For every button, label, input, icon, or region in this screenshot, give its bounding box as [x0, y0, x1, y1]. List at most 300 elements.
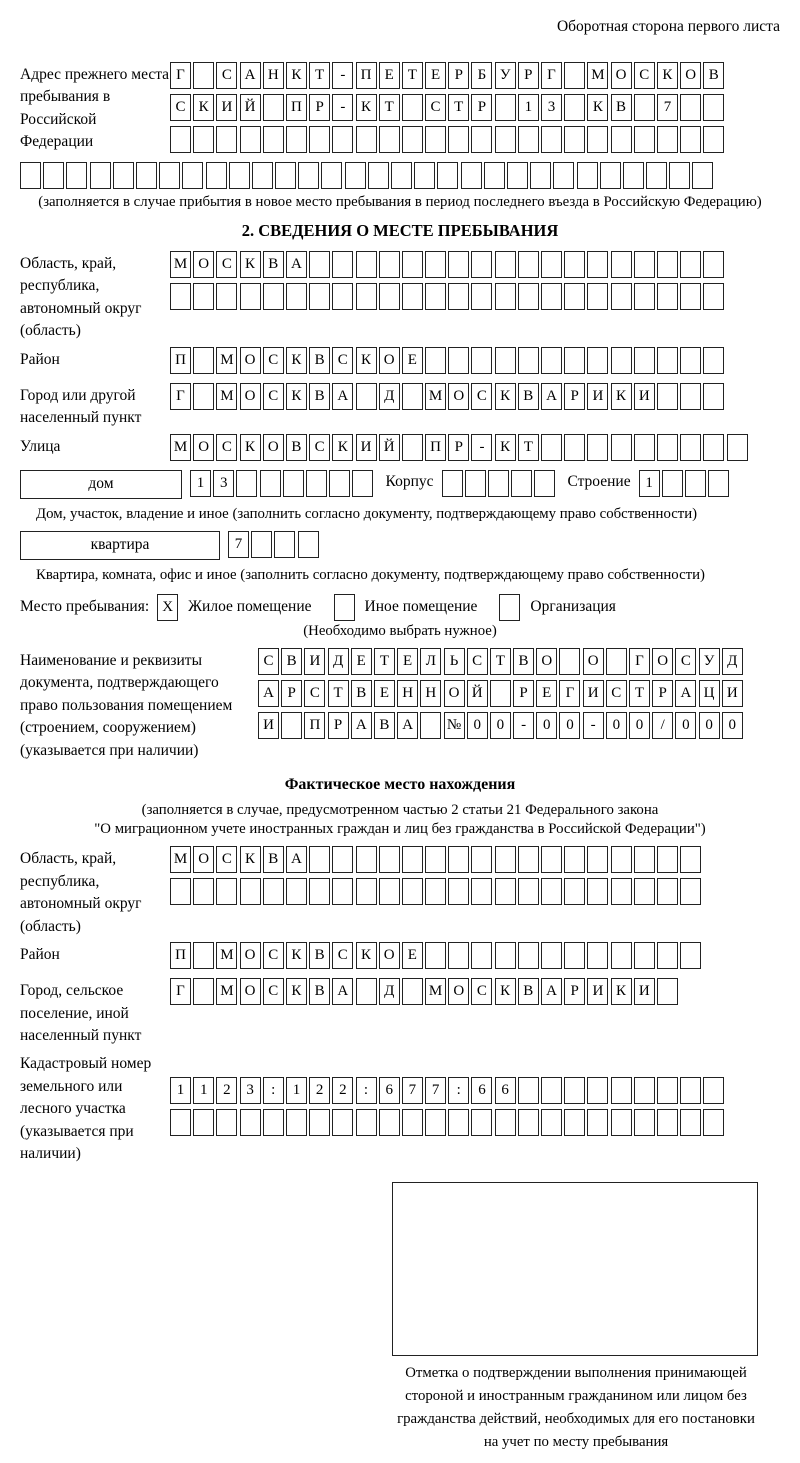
char-box[interactable]: И — [258, 712, 279, 739]
char-box[interactable]: К — [495, 434, 516, 461]
char-box[interactable] — [680, 1109, 701, 1136]
char-box[interactable]: Д — [379, 383, 400, 410]
char-box[interactable] — [90, 162, 111, 189]
char-box[interactable]: С — [263, 383, 284, 410]
char-box[interactable]: Т — [518, 434, 539, 461]
char-box[interactable] — [559, 648, 580, 675]
char-box[interactable] — [564, 283, 585, 310]
char-box[interactable]: С — [471, 383, 492, 410]
char-box[interactable]: С — [258, 648, 279, 675]
char-box[interactable]: О — [240, 383, 261, 410]
char-box[interactable] — [402, 94, 423, 121]
char-box[interactable] — [611, 942, 632, 969]
char-box[interactable]: 0 — [722, 712, 743, 739]
char-box[interactable]: С — [309, 434, 330, 461]
char-box[interactable] — [611, 878, 632, 905]
char-box[interactable]: С — [263, 942, 284, 969]
char-box[interactable] — [541, 1109, 562, 1136]
char-box[interactable] — [283, 470, 304, 497]
char-box[interactable]: И — [587, 978, 608, 1005]
char-box[interactable] — [518, 251, 539, 278]
char-box[interactable]: 0 — [490, 712, 511, 739]
char-box[interactable] — [507, 162, 528, 189]
char-box[interactable] — [298, 531, 319, 558]
char-box[interactable]: С — [216, 62, 237, 89]
char-box[interactable] — [240, 283, 261, 310]
char-box[interactable]: А — [240, 62, 261, 89]
char-box[interactable]: Г — [170, 383, 191, 410]
char-box[interactable] — [534, 470, 555, 497]
char-box[interactable]: А — [258, 680, 279, 707]
char-box[interactable]: О — [448, 383, 469, 410]
char-box[interactable]: И — [634, 383, 655, 410]
char-box[interactable] — [495, 251, 516, 278]
char-box[interactable]: К — [193, 94, 214, 121]
char-box[interactable]: 6 — [471, 1077, 492, 1104]
char-box[interactable]: М — [170, 434, 191, 461]
char-box[interactable] — [611, 1077, 632, 1104]
char-box[interactable]: Т — [309, 62, 330, 89]
char-box[interactable] — [600, 162, 621, 189]
char-box[interactable] — [518, 283, 539, 310]
char-box[interactable]: 0 — [536, 712, 557, 739]
char-box[interactable] — [553, 162, 574, 189]
char-box[interactable] — [193, 978, 214, 1005]
char-box[interactable] — [136, 162, 157, 189]
char-box[interactable] — [43, 162, 64, 189]
char-box[interactable]: В — [703, 62, 724, 89]
char-box[interactable] — [309, 846, 330, 873]
char-box[interactable]: 1 — [190, 470, 211, 497]
char-box[interactable] — [541, 126, 562, 153]
char-box[interactable] — [402, 846, 423, 873]
char-box[interactable] — [260, 470, 281, 497]
char-box[interactable]: 2 — [309, 1077, 330, 1104]
char-box[interactable] — [587, 347, 608, 374]
char-box[interactable]: Т — [629, 680, 650, 707]
char-box[interactable]: М — [170, 846, 191, 873]
char-box[interactable] — [634, 942, 655, 969]
char-box[interactable]: К — [286, 347, 307, 374]
char-box[interactable] — [448, 846, 469, 873]
char-box[interactable] — [437, 162, 458, 189]
char-box[interactable]: 7 — [657, 94, 678, 121]
char-box[interactable]: В — [374, 712, 395, 739]
char-box[interactable]: М — [587, 62, 608, 89]
char-box[interactable]: Р — [448, 62, 469, 89]
char-box[interactable] — [309, 251, 330, 278]
char-box[interactable] — [471, 878, 492, 905]
char-box[interactable] — [425, 942, 446, 969]
char-box[interactable] — [471, 347, 492, 374]
char-box[interactable] — [564, 347, 585, 374]
char-box[interactable]: В — [309, 347, 330, 374]
char-box[interactable]: Р — [513, 680, 534, 707]
char-box[interactable]: К — [240, 434, 261, 461]
char-box[interactable] — [657, 846, 678, 873]
char-box[interactable]: Г — [541, 62, 562, 89]
char-box[interactable] — [356, 383, 377, 410]
char-box[interactable]: - — [583, 712, 604, 739]
char-box[interactable]: Д — [328, 648, 349, 675]
char-box[interactable] — [442, 470, 463, 497]
char-box[interactable] — [518, 878, 539, 905]
char-box[interactable] — [356, 846, 377, 873]
char-box[interactable] — [414, 162, 435, 189]
char-box[interactable] — [703, 434, 724, 461]
char-box[interactable] — [274, 531, 295, 558]
char-box[interactable] — [634, 1109, 655, 1136]
char-box[interactable] — [634, 283, 655, 310]
char-box[interactable] — [379, 878, 400, 905]
char-box[interactable] — [727, 434, 748, 461]
char-box[interactable] — [495, 1109, 516, 1136]
char-box[interactable] — [541, 283, 562, 310]
char-box[interactable]: О — [240, 942, 261, 969]
char-box[interactable] — [471, 1109, 492, 1136]
char-box[interactable] — [511, 470, 532, 497]
char-box[interactable] — [206, 162, 227, 189]
char-box[interactable]: Д — [722, 648, 743, 675]
char-box[interactable]: Т — [379, 94, 400, 121]
char-box[interactable]: Ц — [699, 680, 720, 707]
char-box[interactable] — [680, 942, 701, 969]
char-box[interactable]: Р — [328, 712, 349, 739]
char-box[interactable]: А — [286, 846, 307, 873]
char-box[interactable] — [193, 1109, 214, 1136]
char-box[interactable]: К — [611, 383, 632, 410]
char-box[interactable] — [216, 126, 237, 153]
char-box[interactable]: Е — [402, 347, 423, 374]
char-box[interactable] — [587, 1109, 608, 1136]
char-box[interactable] — [332, 1109, 353, 1136]
char-box[interactable]: В — [518, 978, 539, 1005]
char-box[interactable]: 7 — [228, 531, 249, 558]
char-box[interactable] — [263, 878, 284, 905]
char-box[interactable]: Е — [397, 648, 418, 675]
char-box[interactable] — [20, 162, 41, 189]
char-box[interactable] — [425, 347, 446, 374]
char-box[interactable] — [587, 942, 608, 969]
char-box[interactable] — [680, 434, 701, 461]
char-box[interactable] — [495, 283, 516, 310]
char-box[interactable]: Г — [170, 978, 191, 1005]
char-box[interactable] — [611, 283, 632, 310]
char-box[interactable]: 1 — [286, 1077, 307, 1104]
char-box[interactable] — [402, 383, 423, 410]
char-box[interactable]: Й — [467, 680, 488, 707]
char-box[interactable] — [587, 283, 608, 310]
char-box[interactable] — [216, 283, 237, 310]
char-box[interactable] — [634, 434, 655, 461]
char-box[interactable] — [611, 251, 632, 278]
char-box[interactable] — [541, 347, 562, 374]
char-box[interactable] — [356, 251, 377, 278]
char-box[interactable] — [634, 878, 655, 905]
char-box[interactable]: О — [193, 434, 214, 461]
char-box[interactable] — [425, 283, 446, 310]
char-box[interactable] — [587, 251, 608, 278]
char-box[interactable] — [495, 942, 516, 969]
char-box[interactable]: О — [240, 347, 261, 374]
char-box[interactable]: Е — [379, 62, 400, 89]
char-box[interactable] — [240, 126, 261, 153]
char-box[interactable] — [448, 126, 469, 153]
char-box[interactable]: - — [332, 94, 353, 121]
char-box[interactable]: В — [309, 978, 330, 1005]
char-box[interactable] — [657, 1109, 678, 1136]
char-box[interactable] — [352, 470, 373, 497]
char-box[interactable] — [692, 162, 713, 189]
char-box[interactable]: У — [699, 648, 720, 675]
char-box[interactable]: 1 — [639, 470, 660, 497]
char-box[interactable] — [703, 383, 724, 410]
char-box[interactable] — [329, 470, 350, 497]
char-box[interactable] — [541, 251, 562, 278]
char-box[interactable]: А — [332, 383, 353, 410]
char-box[interactable] — [541, 942, 562, 969]
char-box[interactable] — [495, 126, 516, 153]
char-box[interactable] — [611, 126, 632, 153]
char-box[interactable] — [541, 878, 562, 905]
char-box[interactable]: Е — [402, 942, 423, 969]
char-box[interactable] — [193, 383, 214, 410]
char-box[interactable] — [356, 878, 377, 905]
char-box[interactable]: 3 — [541, 94, 562, 121]
char-box[interactable]: С — [170, 94, 191, 121]
char-box[interactable] — [309, 283, 330, 310]
char-box[interactable]: О — [536, 648, 557, 675]
char-box[interactable] — [286, 126, 307, 153]
char-box[interactable]: О — [240, 978, 261, 1005]
char-box[interactable] — [703, 1109, 724, 1136]
char-box[interactable]: Р — [518, 62, 539, 89]
char-box[interactable] — [587, 434, 608, 461]
char-box[interactable] — [518, 942, 539, 969]
char-box[interactable]: С — [471, 978, 492, 1005]
char-box[interactable] — [345, 162, 366, 189]
char-box[interactable] — [657, 383, 678, 410]
char-box[interactable]: О — [379, 942, 400, 969]
char-box[interactable]: К — [356, 94, 377, 121]
char-box[interactable] — [680, 251, 701, 278]
char-box[interactable]: С — [332, 942, 353, 969]
char-box[interactable] — [634, 846, 655, 873]
char-box[interactable]: К — [356, 942, 377, 969]
char-box[interactable] — [634, 347, 655, 374]
char-box[interactable]: М — [216, 383, 237, 410]
char-box[interactable]: С — [425, 94, 446, 121]
char-box[interactable] — [587, 126, 608, 153]
char-box[interactable]: К — [240, 846, 261, 873]
char-box[interactable] — [657, 1077, 678, 1104]
char-box[interactable] — [193, 942, 214, 969]
char-box[interactable] — [680, 846, 701, 873]
char-box[interactable]: Е — [425, 62, 446, 89]
char-box[interactable]: О — [379, 347, 400, 374]
char-box[interactable]: 2 — [332, 1077, 353, 1104]
char-box[interactable] — [680, 94, 701, 121]
char-box[interactable] — [193, 126, 214, 153]
char-box[interactable]: П — [425, 434, 446, 461]
char-box[interactable]: Р — [564, 978, 585, 1005]
char-box[interactable] — [587, 1077, 608, 1104]
char-box[interactable]: Р — [564, 383, 585, 410]
char-box[interactable]: И — [583, 680, 604, 707]
char-box[interactable]: Л — [420, 648, 441, 675]
char-box[interactable]: К — [240, 251, 261, 278]
char-box[interactable]: К — [495, 383, 516, 410]
char-box[interactable] — [685, 470, 706, 497]
char-box[interactable] — [646, 162, 667, 189]
char-box[interactable] — [703, 283, 724, 310]
char-box[interactable] — [379, 251, 400, 278]
char-box[interactable]: 0 — [606, 712, 627, 739]
char-box[interactable] — [461, 162, 482, 189]
char-box[interactable] — [379, 846, 400, 873]
char-box[interactable] — [425, 251, 446, 278]
char-box[interactable] — [530, 162, 551, 189]
char-box[interactable] — [657, 347, 678, 374]
char-box[interactable] — [587, 846, 608, 873]
char-box[interactable]: Е — [536, 680, 557, 707]
char-box[interactable]: Т — [402, 62, 423, 89]
char-box[interactable] — [193, 283, 214, 310]
char-box[interactable]: А — [351, 712, 372, 739]
char-box[interactable] — [420, 712, 441, 739]
char-box[interactable] — [703, 347, 724, 374]
char-box[interactable]: В — [518, 383, 539, 410]
char-box[interactable] — [703, 126, 724, 153]
char-box[interactable] — [657, 978, 678, 1005]
char-box[interactable]: С — [216, 434, 237, 461]
char-box[interactable] — [286, 878, 307, 905]
char-box[interactable]: К — [495, 978, 516, 1005]
char-box[interactable] — [402, 878, 423, 905]
char-box[interactable] — [402, 978, 423, 1005]
char-box[interactable]: В — [263, 846, 284, 873]
char-box[interactable] — [170, 1109, 191, 1136]
char-box[interactable]: М — [425, 383, 446, 410]
char-box[interactable] — [611, 846, 632, 873]
char-box[interactable] — [193, 347, 214, 374]
char-box[interactable] — [159, 162, 180, 189]
char-box[interactable]: 0 — [559, 712, 580, 739]
char-box[interactable] — [657, 942, 678, 969]
char-box[interactable] — [309, 1109, 330, 1136]
char-box[interactable]: К — [286, 978, 307, 1005]
char-box[interactable]: Р — [309, 94, 330, 121]
char-box[interactable]: 7 — [425, 1077, 446, 1104]
char-box[interactable]: К — [587, 94, 608, 121]
char-box[interactable]: М — [216, 347, 237, 374]
char-box[interactable] — [379, 283, 400, 310]
char-box[interactable] — [708, 470, 729, 497]
char-box[interactable]: Ь — [444, 648, 465, 675]
char-box[interactable] — [564, 94, 585, 121]
char-box[interactable] — [193, 62, 214, 89]
char-box[interactable]: В — [309, 942, 330, 969]
char-box[interactable]: И — [304, 648, 325, 675]
char-box[interactable] — [448, 942, 469, 969]
char-box[interactable]: Р — [448, 434, 469, 461]
char-box[interactable]: К — [611, 978, 632, 1005]
char-box[interactable] — [356, 978, 377, 1005]
char-box[interactable] — [332, 251, 353, 278]
char-box[interactable] — [465, 470, 486, 497]
char-box[interactable]: 1 — [170, 1077, 191, 1104]
stay-type-checkbox-other[interactable] — [334, 594, 355, 621]
char-box[interactable]: С — [263, 347, 284, 374]
char-box[interactable] — [229, 162, 250, 189]
char-box[interactable] — [471, 283, 492, 310]
char-box[interactable]: П — [170, 942, 191, 969]
char-box[interactable]: К — [286, 62, 307, 89]
char-box[interactable] — [309, 878, 330, 905]
char-box[interactable] — [216, 1109, 237, 1136]
char-box[interactable] — [332, 878, 353, 905]
char-box[interactable]: В — [263, 251, 284, 278]
char-box[interactable]: У — [495, 62, 516, 89]
char-box[interactable] — [332, 283, 353, 310]
char-box[interactable]: 3 — [213, 470, 234, 497]
char-box[interactable]: О — [583, 648, 604, 675]
char-box[interactable] — [66, 162, 87, 189]
char-box[interactable] — [611, 1109, 632, 1136]
stay-type-checkbox-residential[interactable]: X — [157, 594, 178, 621]
char-box[interactable] — [634, 94, 655, 121]
char-box[interactable] — [606, 648, 627, 675]
char-box[interactable]: В — [309, 383, 330, 410]
char-box[interactable] — [275, 162, 296, 189]
char-box[interactable] — [611, 434, 632, 461]
char-box[interactable]: 1 — [193, 1077, 214, 1104]
char-box[interactable]: К — [332, 434, 353, 461]
char-box[interactable] — [680, 283, 701, 310]
char-box[interactable] — [657, 878, 678, 905]
char-box[interactable] — [611, 347, 632, 374]
char-box[interactable]: С — [263, 978, 284, 1005]
char-box[interactable]: В — [351, 680, 372, 707]
char-box[interactable]: Е — [351, 648, 372, 675]
char-box[interactable] — [368, 162, 389, 189]
char-box[interactable] — [488, 470, 509, 497]
char-box[interactable]: И — [356, 434, 377, 461]
char-box[interactable]: 1 — [518, 94, 539, 121]
char-box[interactable] — [669, 162, 690, 189]
char-box[interactable]: О — [680, 62, 701, 89]
char-box[interactable] — [564, 126, 585, 153]
char-box[interactable] — [251, 531, 272, 558]
char-box[interactable]: П — [356, 62, 377, 89]
char-box[interactable]: О — [193, 251, 214, 278]
char-box[interactable] — [564, 1077, 585, 1104]
char-box[interactable]: К — [356, 347, 377, 374]
char-box[interactable] — [182, 162, 203, 189]
char-box[interactable] — [309, 126, 330, 153]
char-box[interactable]: П — [170, 347, 191, 374]
char-box[interactable] — [518, 846, 539, 873]
char-box[interactable] — [657, 434, 678, 461]
stay-type-checkbox-organization[interactable] — [499, 594, 520, 621]
char-box[interactable] — [332, 126, 353, 153]
char-box[interactable] — [564, 62, 585, 89]
char-box[interactable] — [703, 94, 724, 121]
char-box[interactable] — [286, 1109, 307, 1136]
char-box[interactable]: / — [652, 712, 673, 739]
char-box[interactable]: Т — [490, 648, 511, 675]
char-box[interactable]: И — [587, 383, 608, 410]
